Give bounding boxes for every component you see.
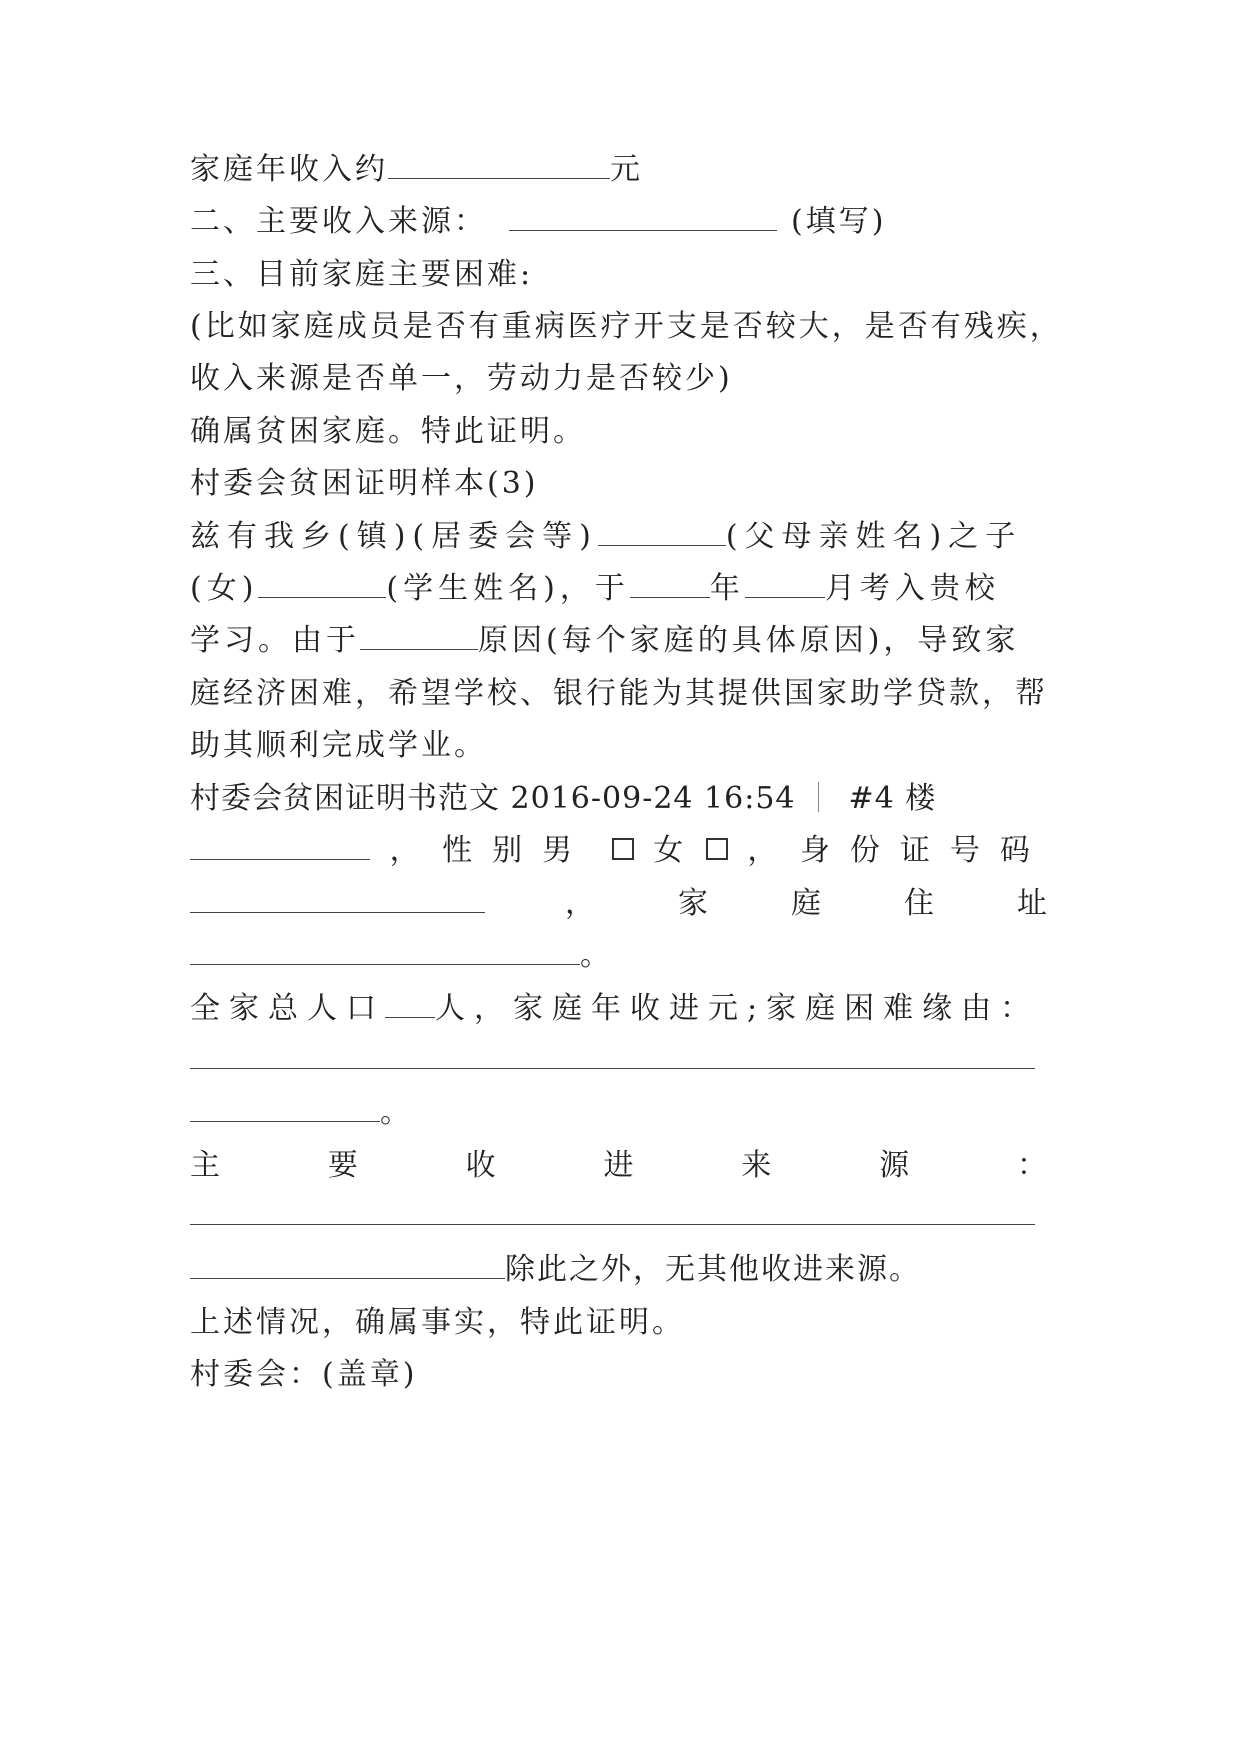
heading-char-5: 来: [741, 1148, 775, 1183]
heading-char-2: 要: [327, 1148, 361, 1183]
facts-confirmation: 上述情况，确属事实，特此证明。: [190, 1305, 685, 1340]
id-number-label: 身份证号码: [799, 833, 1050, 868]
sample-3-title: 村委会贫困证明样本(3): [190, 466, 539, 501]
sample-3-line-1-text-b: (父母亲姓名)之子: [725, 519, 1023, 554]
sample-3-line-5: 助其顺利完成学业。: [190, 728, 487, 763]
period-1: 。: [580, 938, 613, 973]
gender-female-label: 女: [653, 833, 687, 868]
reason-blank-line-2: [190, 1093, 1050, 1133]
annual-income-label: 家庭年收入约: [190, 152, 388, 187]
income-source-blank: [509, 202, 777, 231]
id-number-blank: [190, 884, 485, 913]
floor-number: #4 楼: [848, 781, 937, 816]
address-char-4: 址: [1017, 886, 1050, 921]
income-source-blank-2: [190, 1250, 505, 1279]
reason-blank-2: [190, 1093, 380, 1122]
sample-3-line-1-text-a: 兹有我乡(镇)(居委会等): [190, 519, 598, 554]
sample-3-line-4: 庭经济困难，希望学校、银行能为其提供国家助学贷款，帮: [190, 676, 1048, 711]
heading-char-4: 进: [603, 1148, 637, 1183]
annual-income-line: [190, 150, 1050, 190]
female-checkbox[interactable]: [706, 838, 728, 860]
no-other-income-text: 除此之外，无其他收进来源。: [505, 1252, 921, 1287]
sample-3-line-3-text-b: 原因(每个家庭的具体原因)，导致家: [478, 623, 1020, 658]
income-source-line: [190, 202, 1050, 242]
name-gender-id-line: [190, 831, 1050, 871]
male-checkbox[interactable]: [612, 838, 634, 860]
annual-income-unit: 元: [610, 152, 643, 187]
household-income-reason-label: 人，家庭年收进元;家庭困难缘由：: [435, 991, 1040, 1026]
certify-text: 确属贫困家庭。特此证明。: [190, 414, 586, 449]
household-line: [190, 989, 1050, 1029]
parent-name-blank: [598, 517, 726, 546]
income-source-fill-note: (填写): [791, 204, 887, 239]
heading-char-6: 源: [879, 1148, 913, 1183]
sample-3-line-2: [190, 569, 1050, 609]
sample-3-line-2-text-a: (女): [190, 571, 259, 606]
income-source-label: 二、主要收入来源：: [190, 204, 487, 239]
address-blank-line: [190, 936, 1050, 976]
comma-1: ，: [389, 833, 423, 868]
sample-3-line-2-text-b: (学生姓名)，于: [386, 571, 630, 606]
address-blank: [190, 936, 580, 965]
comma-3: ，: [565, 886, 598, 921]
address-line: [190, 884, 1050, 924]
main-income-source-heading: [190, 1146, 1050, 1186]
period-2: 。: [380, 1095, 413, 1130]
household-size-label: 全家总人口: [190, 991, 385, 1026]
difficulty-example-2: 收入来源是否单一，劳动力是否较少): [190, 361, 733, 396]
name-blank: [190, 831, 370, 860]
post-title-timestamp: 村委会贫困证明书范文 2016-09-24 16:54: [190, 781, 796, 816]
sample-3-line-3: [190, 621, 1050, 661]
annual-income-blank: [388, 150, 610, 179]
reason-blank-line-1: [190, 1068, 1035, 1069]
sample-3-line-3-text-a: 学习。由于: [190, 623, 360, 658]
gender-male-label: 性别男: [442, 833, 593, 868]
year-blank: [630, 569, 710, 598]
student-name-blank: [258, 569, 386, 598]
sample-3-line-1: [190, 517, 1050, 557]
heading-char-1: 主: [190, 1148, 223, 1183]
address-char-1: 家: [678, 886, 711, 921]
separator-bar: [818, 782, 819, 812]
month-blank: [745, 569, 825, 598]
heading-colon: ：: [1016, 1148, 1050, 1183]
difficulty-example-1: (比如家庭成员是否有重病医疗开支是否较大，是否有残疾，: [190, 309, 1063, 344]
household-size-blank: [385, 989, 435, 1018]
reason-blank: [360, 621, 478, 650]
post-header: [190, 779, 1050, 819]
address-char-2: 庭: [791, 886, 824, 921]
heading-char-3: 收: [465, 1148, 499, 1183]
address-char-3: 住: [904, 886, 937, 921]
income-source-blank-line-2: [190, 1250, 1050, 1290]
comma-2: ，: [747, 833, 781, 868]
income-source-blank-line-1: [190, 1224, 1035, 1225]
sample-3-line-2-text-d: 月考入贵校: [824, 571, 1000, 606]
difficulty-heading: 三、目前家庭主要困难:: [190, 257, 534, 292]
year-label: 年: [709, 571, 745, 606]
village-committee-seal: 村委会：(盖章): [190, 1357, 418, 1392]
